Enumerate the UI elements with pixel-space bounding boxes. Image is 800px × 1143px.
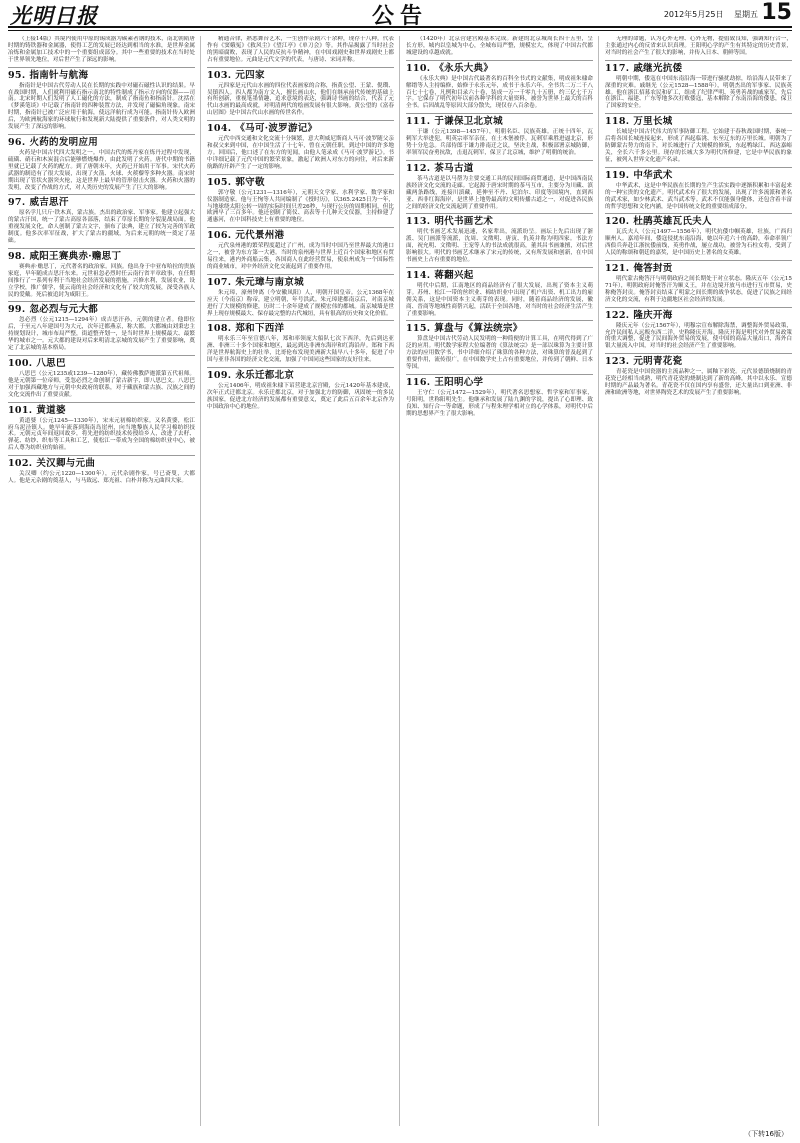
section-title: 公告 <box>371 3 428 29</box>
article-number: 112. <box>406 162 431 174</box>
article-heading <box>406 60 593 75</box>
article-heading <box>207 320 394 335</box>
article-heading <box>8 194 195 209</box>
article-title: 隆庆开海 <box>633 309 673 321</box>
article <box>605 113 792 164</box>
article-body: 元代泉州港的繁荣程度超过了广州，成为当时中国乃至世界最大的港口之一，被誉为东方第一大港。当时的泉州港与世界上近百个国家和地区有贸易往来，港内外商船云集，各国商人在此经营贸易，使泉州成为一个国际性的商业城市，对中外经济文化交流起到了重要作用。 <box>207 243 394 270</box>
article <box>8 134 195 191</box>
article-body: 王守仁（公元1472—1529年），明代著名思想家、哲学家和军事家，号阳明，世称阳明先生。他继承和发展了陆九渊的学说，提出了心即理、致良知、知行合一等命题，形成了与程朱理学相对立的心学体系，对明代中后期的思想界产生了很大影响。 <box>406 390 593 417</box>
article <box>8 194 195 245</box>
article-heading <box>406 213 593 228</box>
article-heading <box>207 274 394 289</box>
article <box>8 67 195 131</box>
article <box>8 248 195 299</box>
article-number: 110. <box>406 62 431 74</box>
issue-weekday: 星期五 <box>734 10 758 19</box>
article <box>8 301 195 352</box>
article-title: 算盘与《算法统宗》 <box>434 323 523 335</box>
article-heading <box>8 248 195 263</box>
article-title: 万里长城 <box>633 116 673 128</box>
article-title: 明代书画艺术 <box>434 216 494 228</box>
article-body: 明朝中期，倭寇在中国东南沿海一带进行骚扰劫掠，给沿海人民带来了深重的灾难。戚继光（公元1528—1588年），明朝杰出的军事家、民族英雄。他在浙江招募农民和矿工，组成了纪律严明、英勇善战的戚家军，先后在浙江、福建、广东等地多次打败倭寇，基本解除了东南沿海的倭患，保卫了国家的安全。 <box>605 75 792 110</box>
article-body: 八思巴（公元1235或1239—1280年），藏传佛教萨迦派第五代祖师。他是元朝第一位帝师，受忽必烈之命创制了蒙古新字，即八思巴文。八思巴对于加强西藏地方与元朝中央政府的联系，对于藏族和蒙古族、汉族之间的文化交流作出了重要贡献。 <box>8 371 195 398</box>
article-body: 明代中后期，江南地区的商品经济有了很大发展，出现了资本主义萌芽。苏州、松江一带的丝织业、棉纺织业中出现了机户出资、机工出力的雇佣关系，这是中国资本主义萌芽的表现。同时，随着商品经济的发展，徽商、晋商等地域性商帮兴起，活跃于全国各地，对当时的社会经济生活产生了重要影响。 <box>406 282 593 317</box>
article-body: 青花瓷是中国瓷器的主流品种之一，属釉下彩瓷。元代景德镇烧制的青花瓷已经相当成熟，明代青花瓷的烧制达到了新的高峰，其中以永乐、宣德时期的产品最为著名。青花瓷不仅在国内享有盛誉，还大量出口到亚洲、非洲和欧洲等地，对世界陶瓷艺术的发展产生了重要影响。 <box>605 369 792 396</box>
issue-meta <box>656 9 758 20</box>
article-title: 关汉卿与元曲 <box>36 458 96 470</box>
article-heading <box>605 307 792 322</box>
article-body: 精通音律，熟悉舞台艺术，一生创作杂剧六十余种，现存十八种。代表作有《窦娥冤》《救风尘》《望江亭》《单刀会》等。其作品揭露了当时社会的黑暗腐败，表现了人民的反抗斗争精神，在中国戏剧史和世界戏剧史上都占有重要地位。元曲是元代文学的代表，与唐诗、宋词并称。 <box>207 36 394 63</box>
article-heading <box>207 174 394 189</box>
article-title: 黄道婆 <box>36 404 66 416</box>
article-body: 茶马古道是以马帮为主要交通工具的民间国际商贸通道，是中国西南民族经济文化交流的走廊。它起源于唐宋时期的茶马互市，主要分为川藏、滇藏两条路线，连接川滇藏，延伸至不丹、尼泊尔、印度等国境内，直到西亚、西非红海海岸，是世界上地势最高的文明传播古道之一，对促进各民族之间的经济文化交流起到了重要作用。 <box>406 175 593 210</box>
article-title: 杜鹃英雄瓦氏夫人 <box>633 216 712 228</box>
article-number: 115. <box>406 323 431 335</box>
article <box>605 167 792 211</box>
article-number: 107. <box>207 276 232 288</box>
article-body: 明代蒙古俺答汗与明朝政府之间长期处于对立状态。隆庆五年（公元1571年），明朝政府封俺答汗为顺义王，并在边境开放马市进行互市贸易，史称俺答封贡。俺答封贡结束了明蒙之间长期的战争状态，促进了民族之间经济文化的交流，有利于边疆地区社会经济的发展。 <box>605 276 792 303</box>
article-title: 俺答封贡 <box>633 263 673 275</box>
article-body: （上接14版）其境内使用中原的锡成器为碳素者钢的技术，南北朝隋唐时期的铸铁器和金属器，使得工艺的发展已经达到相当的水准，是世界金属冶炼和金属加工技术中的一个重要组成部分。其中一些重要的技术在当时处于世界领先地位，对后世产生了深远的影响。 <box>8 36 195 63</box>
article-number: 119. <box>605 169 630 181</box>
article-body: 元代中西交通和文化交流十分频繁，意大利威尼斯商人马可·波罗随父亲和叔父来到中国，在中国生活了十七年，曾在元朝任职，到过中国的许多地方。回国后，他口述了在东方的见闻，由他人笔录成《马可·波罗游记》。书中详细记载了元代中国的繁荣景象，激起了欧洲人对东方的向往，对后来新航路的开辟产生了一定的影响。 <box>207 136 394 170</box>
article-number: 111. <box>406 116 431 128</box>
article <box>605 260 792 304</box>
article <box>605 213 792 257</box>
article-number: 123. <box>605 356 630 368</box>
article-number: 99. <box>8 304 26 316</box>
article-number: 116. <box>406 377 431 388</box>
article <box>207 367 394 411</box>
continuation-note: （下转16版） <box>744 1130 788 1138</box>
article-number: 109. <box>207 370 232 382</box>
article-body: 元四家是元代山水画的四位代表画家的合称，指黄公望、王蒙、倪瓒、吴镇四人。四人都为南方文人，擅长画山水，他们在继承前代传统的基础上有所创新，重视笔墨情趣，追求意境的表达，强调诗书画的结合，代表了元代山水画的最高成就，对明清两代的绘画发展有很大影响。黄公望的《富春山居图》是中国古代山水画的传世名作。 <box>207 82 394 117</box>
article-body: 关汉卿（约公元1220—1300年），元代杂剧作家，号已斋叟，大都人。他是元杂剧的奠基人，与马致远、郑光祖、白朴并称为元曲四大家。 <box>8 471 195 485</box>
article-title: 郭守敬 <box>235 176 265 188</box>
article-body: 忽必烈（公元1215—1294年）成吉思汗孙，元朝的建立者。他即位后，于至元八年建国号为大元，次年迁都燕京，称大都。大都城由刘秉忠主持规划设计，城市布局严整，街道整齐划一，是当时世界上规模最大、最繁华的城市之一。元大都的建设对后来明清北京城的发展产生了重要影响，奠定了北京城的基本格局。 <box>8 317 195 352</box>
article-number: 120. <box>605 216 630 228</box>
article-body: 赛典赤·赡思丁，元代著名的政治家。回族。他出身于中亚布哈拉的贵族家庭，早年随成吉思汗东来。元世祖忽必烈时任云南行省平章政事，在任期间推行了一系列有利于当地社会经济发展的措施，兴修水利，发展农业，设立学校，推广儒学，使云南的社会经济和文化有了较大的发展，深受各族人民的爱戴。死后被追封为咸阳王。 <box>8 263 195 298</box>
article-heading <box>8 355 195 370</box>
article-heading <box>207 367 394 382</box>
article-body: 长城是中国古代伟大的军事防御工程。它始建于春秋战国时期，秦统一后将各国长城连接起来，形成了西起临洮、东至辽东的万里长城。明朝为了防御蒙古势力的南下，对长城进行了大规模的修筑，东起鸭绿江，西达嘉峪关，全长六千多公里。现存的长城大多为明代所修建，它是中华民族的象征，被列入世界文化遗产名录。 <box>605 129 792 163</box>
article-title: 八思巴 <box>36 358 66 369</box>
article <box>605 307 792 351</box>
article-number: 101. <box>8 404 33 416</box>
article-title: 指南针与航海 <box>29 69 89 81</box>
article-body: 瓦氏夫人（公元1497—1556年），明代抗倭巾帼英雄，壮族，广西归顺州人。嘉靖年间，倭寇侵扰东南沿海，她以年近六十的高龄，奉命率领广西俍兵奔赴江浙抗倭前线，英勇作战，屡立战功，被誉为石柱女将，受到了人民的称颂和朝廷的嘉奖，是中国历史上著名的女英雄。 <box>605 229 792 257</box>
article-body: （1420年）北京营建宫殿基本完成。新建的北京城周长四十五里，呈长方形，城内以皇城为中心，全城布局严整，规模宏大，体现了中国古代都城建设的卓越成就。 <box>406 36 593 56</box>
article <box>406 374 593 418</box>
article <box>605 36 792 57</box>
page-number: 15 <box>761 0 792 25</box>
article-number: 122. <box>605 309 630 321</box>
article <box>406 160 593 211</box>
article-heading <box>605 213 792 228</box>
article-title: 忽必烈与元大都 <box>29 304 99 316</box>
article-number: 100. <box>8 358 33 369</box>
column-1 <box>8 36 201 1126</box>
article <box>207 36 394 64</box>
article-title: 《永乐大典》 <box>434 62 494 74</box>
article <box>207 274 394 318</box>
article-body: 中华武术，这是中华民族在长期的生产生活实践中逐渐积累和丰富起来的一种宝贵的文化遗产。明代武术有了很大的发展，出现了许多流派和著名的武术家，如少林武术、武当武术等。武术不仅能强身健体，还包含着丰富的哲学思想和文化内涵，是中国传统文化的重要组成部分。 <box>605 182 792 210</box>
article-number: 98. <box>8 250 26 262</box>
article-title: 元代景州港 <box>235 230 285 242</box>
article-number: 106. <box>207 230 232 242</box>
article-heading <box>8 67 195 82</box>
article <box>207 120 394 171</box>
newspaper-logo: 光明日报 <box>10 3 98 28</box>
article-title: 元明青花瓷 <box>633 356 683 368</box>
article <box>8 355 195 399</box>
article-heading <box>8 134 195 149</box>
column-2 <box>207 36 400 1126</box>
article <box>207 320 394 364</box>
article-body: 明永乐三年至宣德八年，郑和率领庞大船队七次下西洋，先后到达亚洲、非洲三十多个国家和地区，最远到达非洲东海岸和红海沿岸。郑和下西洋是世界航海史上的壮举，比哥伦布发现美洲新大陆早八十多年，促进了中国与亚非各国的经济文化交流，加强了中国同这些国家的友好往来。 <box>207 336 394 364</box>
article-body: 无理的命题，认为心外无理、心外无物，提倡致良知，强调知行合一，主张通过内心的反省来认识真理。王阳明心学的产生有其特定的历史背景，对当时的社会产生了很大的影响，并传入日本、朝鲜等国。 <box>605 36 792 56</box>
article-title: 中华武术 <box>633 169 673 181</box>
article <box>207 174 394 225</box>
article-body: 算盘是中国古代劳动人民发明的一种简便的计算工具，在明代得到了广泛的应用。明代数学家程大位编著的《算法统宗》是一部以珠算为主要计算方法的应用数学书，书中详细介绍了珠算的各种方法，对珠算的普及起到了重要作用，流传很广，在中国数学史上占有重要地位，并传到了朝鲜、日本等国。 <box>406 336 593 371</box>
article-body: 原名孛儿只斤·铁木真，蒙古族。杰出的政治家、军事家。他建立起强大的蒙古汗国，统一了蒙古高原各部落，结束了草原长期的分裂混战局面。他重视发展文化，命人创制了蒙古文字，颁布了法典，建立了较为完善的军政制度。他多次率军征战，扩大了蒙古的疆域，为后来元朝的统一奠定了基础。 <box>8 210 195 245</box>
article-heading <box>406 374 593 389</box>
article-columns <box>8 36 792 1126</box>
article <box>605 353 792 397</box>
article-body: 指南针是中国古代劳动人民在长期的实践中对磁石磁性认识的结果。早在战国时期，人们就利用磁石指示南北的特性制成了指示方向的仪器——司南。北宋时期人们发明了人工磁化的方法，制成了指南鱼和指南针。沈括在《梦溪笔谈》中记载了指南针的四种装置方法，并发现了磁偏角现象。南宋时期，指南针已被广泛应用于航海，使远洋航行成为可能。指南针传入欧洲后，为欧洲航海家的环球航行和发现新大陆提供了重要条件，对人类文明的发展产生了深远的影响。 <box>8 82 195 131</box>
article-heading <box>406 160 593 175</box>
article-number: 102. <box>8 458 33 470</box>
article-title: 元四家 <box>235 69 265 81</box>
article-number: 104. <box>207 123 232 135</box>
article-body: 朱元璋，濠州钟离（今安徽凤阳）人，明朝开国皇帝。公元1368年在应天（今南京）称帝，建立明朝，年号洪武。朱元璋建都南京后，对南京城进行了大规模的修建，历时二十余年建成了规模宏伟的都城。南京城墙是世界上现存规模最大、保存最完整的古代城垣，具有很高的历史和文化价值。 <box>207 289 394 317</box>
article-title: 戚继光抗倭 <box>633 62 683 74</box>
article <box>406 213 593 264</box>
article-heading <box>605 260 792 275</box>
article-title: 永乐迁都北京 <box>235 370 295 382</box>
article <box>8 402 195 453</box>
article-number: 117. <box>605 62 630 74</box>
article-number: 95. <box>8 69 26 81</box>
article <box>406 267 593 318</box>
article-title: 王阳明心学 <box>434 377 484 388</box>
article-number: 96. <box>8 136 26 148</box>
article-body: 公元1406年，明成祖朱棣下诏营建北京宫殿，公元1420年基本建成，次年正式迁都北京。永乐迁都北京，对于加强北方的防御，巩固统一的多民族国家，促进北方经济的发展都有重要意义，奠定了此后五百余年北京作为中国政治中心的地位。 <box>207 383 394 410</box>
article-number: 105. <box>207 176 232 188</box>
article <box>207 227 394 271</box>
article-title: 茶马古道 <box>434 162 474 174</box>
article-title: 于谦保卫北京城 <box>434 116 503 128</box>
article-number: 118. <box>605 116 630 128</box>
article-body: 火药是中国古代四大发明之一。中国古代的炼丹家在炼丹过程中发现，硫磺、硝石和木炭混合后能够燃烧爆炸，由此发明了火药。唐代中期的书籍里就已记载了火药的配方。到了唐朝末年，火药已开始用于军事。宋代火药武器的制造有了很大发展，出现了火箭、火球、火蒺藜等多种火器。南宋时期出现了管状火器突火枪，这是世界上最早的管形射击火器。火药和火器的发明，改变了作战的方式，对人类历史的发展产生了巨大的影响。 <box>8 149 195 191</box>
article-heading <box>605 167 792 182</box>
article-title: 朱元璋与南京城 <box>235 276 304 288</box>
article <box>8 36 195 64</box>
article <box>406 60 593 111</box>
article-number: 108. <box>207 323 232 335</box>
article-body: 明代书画艺术发展迅速，名家辈出，流派纷呈。画坛上先后出现了浙派、吴门画派等流派，沈周、文徵明、唐寅、仇英并称为明四家。书法方面，祝允明、文徵明、王宠等人的书法成就很高，董其昌书画兼擅，对后世影响很大。明代的书画艺术继承了宋元的传统，又有所发展和创新，在中国书画史上占有重要的地位。 <box>406 229 593 264</box>
article-heading <box>605 353 792 368</box>
article-heading <box>406 320 593 335</box>
issue-date: 2012年5月25日 <box>663 10 724 19</box>
article-title: 《马可·波罗游记》 <box>235 123 318 135</box>
article-heading <box>8 455 195 470</box>
article-title: 威吉思汗 <box>29 197 69 209</box>
article-heading <box>605 60 792 75</box>
article-body: 隆庆元年（公元1567年），明穆宗宣布解除海禁，调整海外贸易政策，允许民间私人远贩东西二洋，史称隆庆开海。隆庆开海是明代对外贸易政策的重大调整，促进了民间海外贸易的发展，使中国的商品大量出口，海外白银大量流入中国，对当时的社会经济产生了重要影响。 <box>605 322 792 350</box>
column-4 <box>605 36 792 1126</box>
article-body: 《永乐大典》是中国古代最著名的百科全书式的文献集，明成祖朱棣命解缙等人主持编修，始修于永乐元年，成书于永乐六年。全书共二万二千八百七十七卷，凡例和目录六十卷，装成一万一千零九十五册，约三亿七千万字。它保存了明代初年以前各种学科的大量资料，被誉为世界上最大的百科全书。后因战乱等原因大部分散失，现仅存八百余卷。 <box>406 75 593 110</box>
article-number: 114. <box>406 269 431 281</box>
article-heading <box>406 113 593 128</box>
article-heading <box>207 227 394 242</box>
article <box>8 455 195 485</box>
article-title: 蒋翻兴起 <box>434 269 474 281</box>
header-rule-thin <box>8 30 792 31</box>
article <box>406 113 593 157</box>
article-heading <box>406 267 593 282</box>
article <box>406 36 593 57</box>
article-body: 于谦（公元1398—1457年），明朝名臣、民族英雄。正统十四年，瓦剌军大举进犯，明英宗率军亲征，在土木堡被俘。瓦剌军乘胜进逼北京，形势十分危急。兵部侍郎于谦力排南迁之议，坚决主战，积极部署京城防御，率领军民奋勇抗敌，击退瓦剌军，保卫了北京城，维护了明朝的统治。 <box>406 129 593 156</box>
article-heading <box>207 67 394 82</box>
article-heading <box>8 402 195 417</box>
article-number: 113. <box>406 216 431 228</box>
article-body: 黄道婆（公元1245—1330年），宋末元初棉纺织家。又名黄婆，松江府乌泥泾镇人。她早年流落到海南岛崖州，向当地黎族人民学习棉纺织技术。元朝元贞年间返回故乡，将先进的纺织技术传授给乡人，改进了去籽、弹花、纺纱、织布等工具和工艺，使松江一带成为全国的棉纺织业中心，被后人尊为纺织业的始祖。 <box>8 417 195 452</box>
column-3 <box>406 36 599 1126</box>
article-title: 咸阳王赛典赤·赡思丁 <box>29 250 122 262</box>
article-body: 郭守敬（公元1231—1316年），元朝天文学家、水利学家、数学家和仪器制造家。他与王恂等人共同编制了《授时历》，以365.2425日为一年，与地球绕太阳公转一周的实际时间只差26秒，与现行公历的周期相同，但比欧洲早了三百多年。他还创制了简仪、高表等十几种天文仪器，主持修建了通惠河，在中国科技史上有重要的地位。 <box>207 189 394 224</box>
article-heading <box>605 113 792 128</box>
article-title: 郑和下西洋 <box>235 323 285 335</box>
masthead <box>0 0 800 29</box>
article <box>605 60 792 111</box>
article-number: 97. <box>8 197 26 209</box>
article-heading <box>207 120 394 135</box>
header-rule <box>8 26 792 28</box>
article-heading <box>8 301 195 316</box>
article <box>207 67 394 118</box>
article-title: 火药的发明应用 <box>29 136 99 148</box>
article-number: 103. <box>207 69 232 81</box>
article-number: 121. <box>605 263 630 275</box>
article <box>406 320 593 371</box>
